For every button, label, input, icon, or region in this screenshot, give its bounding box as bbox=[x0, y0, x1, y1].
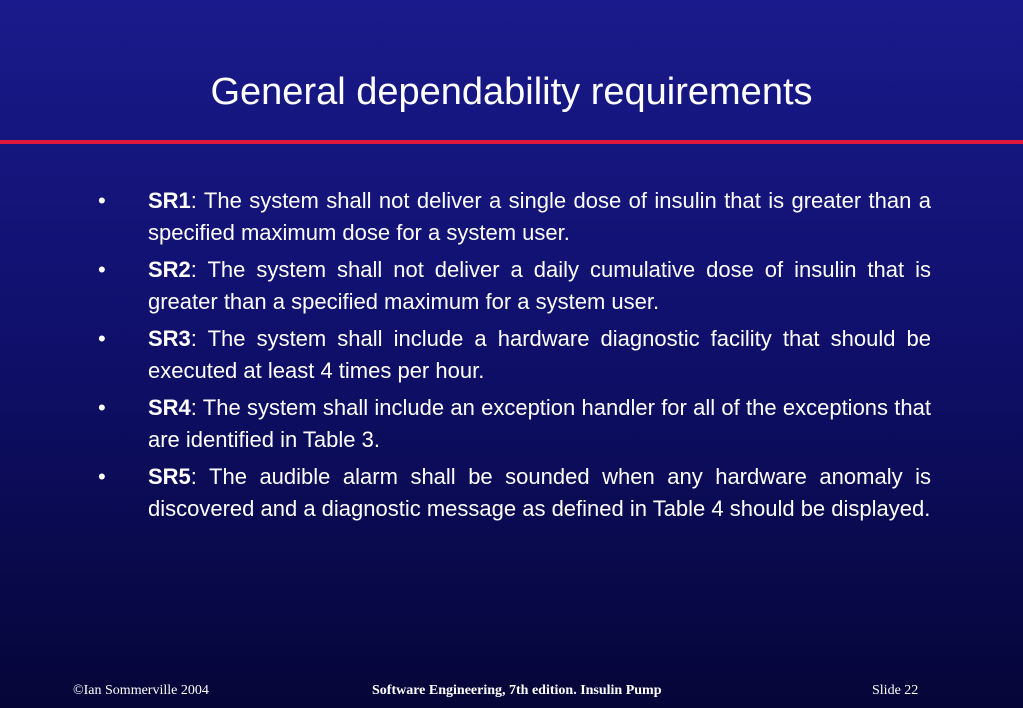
requirement-id: SR1 bbox=[148, 188, 191, 213]
requirement-id: SR5 bbox=[148, 464, 191, 489]
bullet-icon: • bbox=[98, 395, 106, 420]
requirement-id: SR4 bbox=[148, 395, 191, 420]
requirement-id: SR3 bbox=[148, 326, 191, 351]
footer-copyright: ©Ian Sommerville 2004 bbox=[73, 683, 209, 698]
list-item bbox=[98, 254, 931, 318]
list-item bbox=[98, 461, 931, 525]
list-item bbox=[98, 392, 931, 456]
requirement-text: : The system shall include a hardware diagnostic facility that should be executed at least 4 times per hour. bbox=[148, 326, 931, 383]
bullet-icon: • bbox=[98, 326, 106, 351]
requirement-id: SR2 bbox=[148, 257, 191, 282]
slide-number: Slide 22 bbox=[872, 683, 919, 698]
footer-course-title: Software Engineering, 7th edition. Insulin Pump bbox=[372, 683, 662, 698]
list-item bbox=[98, 185, 931, 249]
requirement-text: : The system shall not deliver a daily cumulative dose of insulin that is greater than a specified maximum for a system user. bbox=[148, 257, 931, 314]
list-item bbox=[98, 323, 931, 387]
title-divider bbox=[0, 140, 1023, 144]
requirement-text: : The system shall not deliver a single dose of insulin that is greater than a specified maximum dose for a system user. bbox=[148, 188, 931, 245]
requirement-text: : The audible alarm shall be sounded when any hardware anomaly is discovered and a diagnostic message as defined in Table 4 should be displayed. bbox=[148, 464, 931, 521]
bullet-icon: • bbox=[98, 188, 106, 213]
slide-title: General dependability requirements bbox=[210, 71, 813, 113]
requirement-text: : The system shall include an exception handler for all of the exceptions that are identified in Table 3. bbox=[148, 395, 931, 452]
bullet-icon: • bbox=[98, 257, 106, 282]
requirements-list bbox=[98, 185, 931, 530]
bullet-icon: • bbox=[98, 464, 106, 489]
